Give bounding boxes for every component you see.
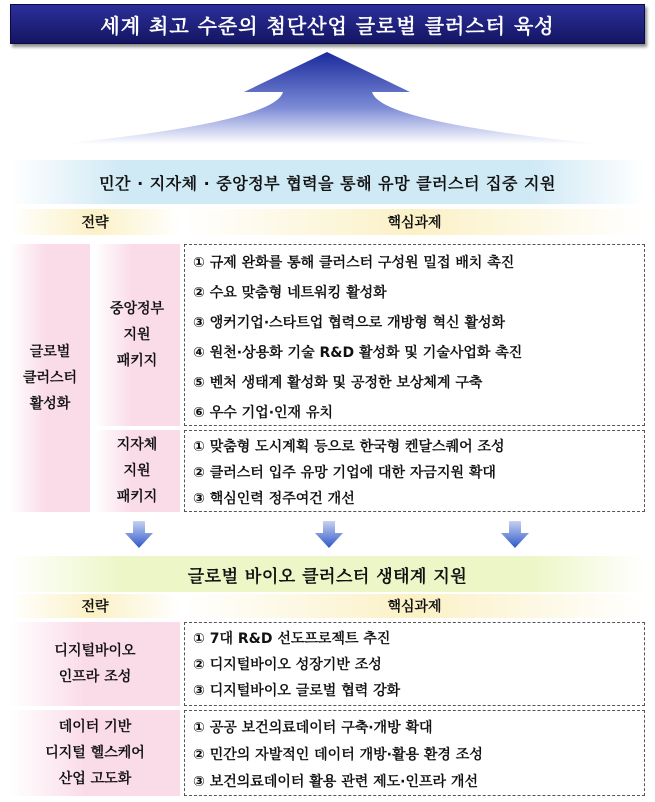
- down-arrow-icon: [314, 521, 344, 549]
- section2-header-strategy: 전략: [10, 594, 180, 618]
- down-arrow-icon: [500, 521, 530, 549]
- section1-header-strategy: 전략: [10, 209, 180, 235]
- list-item: ② 클러스터 입주 유망 기업에 대한 자금지원 확대: [193, 465, 496, 481]
- section2-header-tasks: 핵심과제: [184, 594, 645, 618]
- list-item: ③ 디지털바이오 글로벌 협력 강화: [193, 683, 401, 699]
- list-item: ④ 원천·상용화 기술 R&D 활성화 및 기술사업화 촉진: [193, 345, 523, 361]
- list-item: ⑥ 우수 기업·인재 유치: [193, 405, 333, 421]
- package-central-gov: 중앙정부 지원 패키지: [94, 244, 180, 426]
- central-gov-task-list: [184, 244, 645, 426]
- list-item: ③ 보건의료데이터 활용 관련 제도·인프라 개선: [193, 773, 478, 790]
- section2-banner: 글로벌 바이오 클러스터 생태계 지원: [10, 556, 645, 592]
- digital-bio-task-list: [184, 622, 645, 706]
- list-item: ① 공공 보건의료데이터 구축·개방 확대: [193, 719, 433, 736]
- list-item: ① 맞춤형 도시계획 등으로 한국형 켄달스퀘어 조성: [193, 439, 505, 455]
- main-title: 세계 최고 수준의 첨단산업 글로벌 클러스터 육성: [10, 4, 645, 44]
- list-item: ③ 핵심인력 정주여건 개선: [193, 491, 355, 507]
- list-item: ③ 앵커기업·스타트업 협력으로 개방형 혁신 활성화: [193, 315, 506, 331]
- list-item: ② 디지털바이오 성장기반 조성: [193, 657, 382, 673]
- section1-banner: 민간 · 지자체 · 중앙정부 협력을 통해 유망 클러스터 집중 지원: [10, 160, 645, 204]
- list-item: ② 수요 맞춤형 네트워킹 활성화: [193, 285, 387, 301]
- list-item: ⑤ 벤처 생태계 활성화 및 공정한 보상체계 구축: [193, 375, 483, 391]
- strategy-global-cluster: 글로벌 클러스터 활성화: [10, 244, 90, 512]
- section1-header-tasks: 핵심과제: [184, 209, 645, 235]
- down-arrow-icon: [124, 521, 154, 549]
- up-arrow-icon: [0, 44, 655, 154]
- package-local-gov: 지자체 지원 패키지: [94, 430, 180, 512]
- strategy-digital-bio: 디지털바이오 인프라 조성: [10, 622, 180, 706]
- local-gov-task-list: [184, 430, 645, 512]
- healthcare-task-list: [184, 710, 645, 796]
- strategy-digital-healthcare: 데이터 기반 디지털 헬스케어 산업 고도화: [10, 710, 180, 796]
- list-item: ② 민간의 자발적인 데이터 개방·활용 환경 조성: [193, 746, 483, 763]
- list-item: ① 7대 R&D 선도프로젝트 추진: [193, 631, 391, 647]
- list-item: ① 규제 완화를 통해 클러스터 구성원 밀접 배치 촉진: [193, 255, 515, 271]
